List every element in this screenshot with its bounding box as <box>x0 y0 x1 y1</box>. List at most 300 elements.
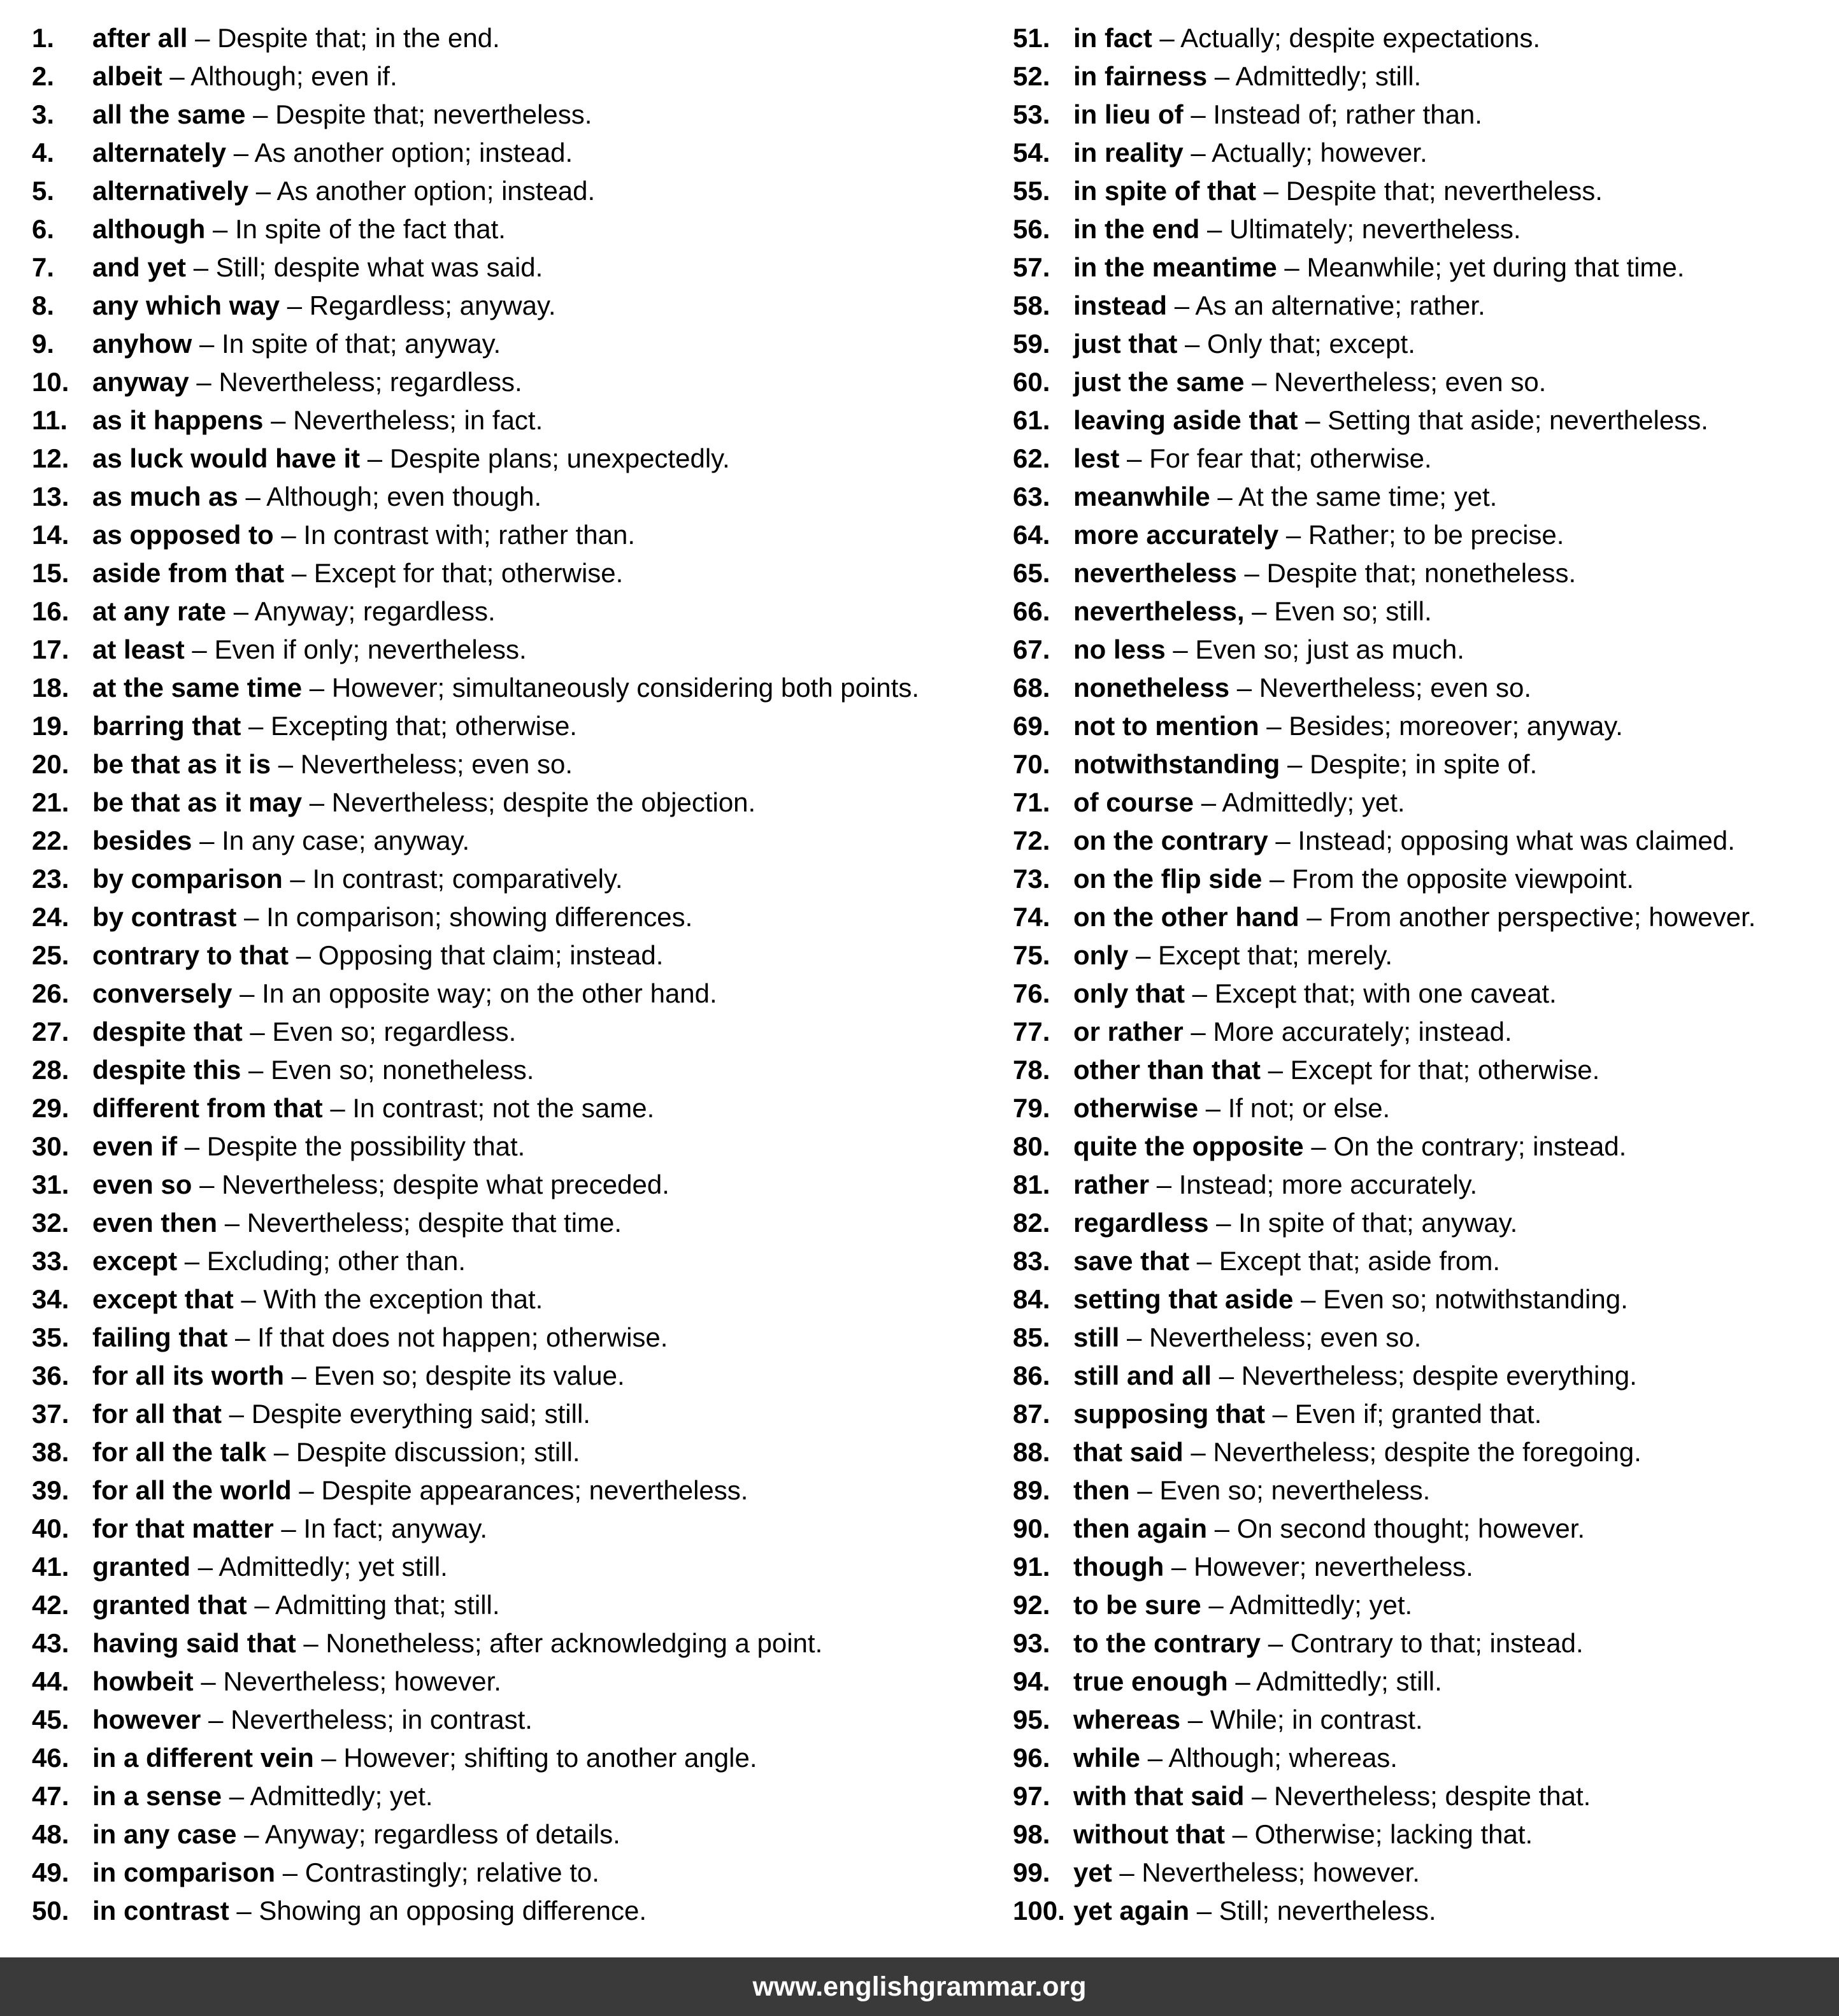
list-item <box>1013 1701 1756 1739</box>
item-number: 97. <box>1013 1781 1050 1811</box>
item-number: 8. <box>32 290 55 320</box>
item-text: besides – In any case; anyway. <box>92 826 470 855</box>
list-item <box>1013 1280 1756 1319</box>
item-number: 4. <box>32 138 55 168</box>
list-item <box>1013 440 1756 478</box>
item-number: 81. <box>1013 1169 1050 1199</box>
item-term: even if <box>92 1131 178 1161</box>
item-term: in the end <box>1073 214 1200 244</box>
list-item <box>32 898 1013 936</box>
item-number: 14. <box>32 520 69 550</box>
item-text: still and all – Nevertheless; despite everything. <box>1073 1361 1637 1390</box>
item-text: in the meantime – Meanwhile; yet during that time. <box>1073 252 1685 282</box>
item-number: 27. <box>32 1017 69 1047</box>
item-term: despite this <box>92 1055 241 1085</box>
list-item <box>32 822 1013 860</box>
item-term: even so <box>92 1169 192 1199</box>
item-text: be that as it is – Nevertheless; even so. <box>92 749 573 779</box>
item-term: albeit <box>92 61 162 91</box>
item-text: supposing that – Even if; granted that. <box>1073 1399 1542 1429</box>
item-term: yet <box>1073 1857 1112 1887</box>
item-text: in fact – Actually; despite expectations. <box>1073 23 1541 53</box>
list-item <box>1013 860 1756 898</box>
item-number: 26. <box>32 978 69 1008</box>
item-number: 32. <box>32 1208 69 1238</box>
list-item <box>1013 1892 1756 1930</box>
item-text: no less – Even so; just as much. <box>1073 634 1464 664</box>
item-text: in a different vein – However; shifting to another angle. <box>92 1743 757 1773</box>
word-list <box>32 19 1756 1930</box>
item-number: 59. <box>1013 329 1050 359</box>
item-number: 54. <box>1013 138 1050 168</box>
item-number: 2. <box>32 61 55 91</box>
item-term: having said that <box>92 1628 296 1658</box>
list-item <box>1013 19 1756 57</box>
item-number: 16. <box>32 596 69 626</box>
item-term: as much as <box>92 482 238 511</box>
item-term: at any rate <box>92 596 227 626</box>
item-number: 61. <box>1013 405 1050 435</box>
item-text: whereas – While; in contrast. <box>1073 1705 1423 1734</box>
item-number: 48. <box>32 1819 69 1849</box>
item-number: 94. <box>1013 1666 1050 1696</box>
list-item <box>32 1357 1013 1395</box>
item-text: yet again – Still; nevertheless. <box>1073 1896 1436 1926</box>
item-term: yet again <box>1073 1896 1190 1926</box>
item-number: 69. <box>1013 711 1050 741</box>
list-item <box>32 1395 1013 1433</box>
list-item <box>32 1662 1013 1701</box>
item-number: 5. <box>32 176 55 206</box>
item-number: 72. <box>1013 826 1050 855</box>
list-item <box>1013 325 1756 363</box>
list-item <box>1013 1548 1756 1586</box>
item-text: as it happens – Nevertheless; in fact. <box>92 405 543 435</box>
item-number: 52. <box>1013 61 1050 91</box>
list-item <box>1013 1854 1756 1892</box>
item-text: of course – Admittedly; yet. <box>1073 787 1405 817</box>
list-item <box>1013 1662 1756 1701</box>
item-text: anyhow – In spite of that; anyway. <box>92 329 501 359</box>
item-term: aside from that <box>92 558 285 588</box>
list-item <box>32 1586 1013 1624</box>
item-term: save that <box>1073 1246 1190 1276</box>
item-number: 100. <box>1013 1896 1065 1926</box>
item-number: 47. <box>32 1781 69 1811</box>
list-column-right <box>1013 19 1756 1930</box>
item-term: regardless <box>1073 1208 1209 1238</box>
item-text: except that – With the exception that. <box>92 1284 543 1314</box>
list-item <box>32 1127 1013 1166</box>
item-text: yet – Nevertheless; however. <box>1073 1857 1420 1887</box>
item-text: failing that – If that does not happen; otherwise. <box>92 1322 668 1352</box>
item-text: for all its worth – Even so; despite its value. <box>92 1361 625 1390</box>
item-term: of course <box>1073 787 1194 817</box>
list-item <box>32 1471 1013 1510</box>
item-text: or rather – More accurately; instead. <box>1073 1017 1512 1047</box>
item-term: after all <box>92 23 188 53</box>
item-term: anyway <box>92 367 189 397</box>
list-item <box>32 783 1013 822</box>
item-text: even so – Nevertheless; despite what preceded. <box>92 1169 669 1199</box>
item-term: still <box>1073 1322 1120 1352</box>
item-text: as much as – Although; even though. <box>92 482 542 511</box>
item-number: 21. <box>32 787 69 817</box>
item-term: otherwise <box>1073 1093 1199 1123</box>
list-item <box>32 1051 1013 1089</box>
list-item <box>1013 822 1756 860</box>
item-text: except – Excluding; other than. <box>92 1246 466 1276</box>
item-number: 56. <box>1013 214 1050 244</box>
list-item <box>32 1510 1013 1548</box>
item-term: failing that <box>92 1322 228 1352</box>
item-term: in reality <box>1073 138 1184 168</box>
item-number: 67. <box>1013 634 1050 664</box>
list-item <box>32 1739 1013 1777</box>
item-text: setting that aside – Even so; notwithstanding. <box>1073 1284 1628 1314</box>
list-item <box>1013 669 1756 707</box>
item-term: in lieu of <box>1073 99 1184 129</box>
item-number: 29. <box>32 1093 69 1123</box>
item-term: contrary to that <box>92 940 289 970</box>
item-term: even then <box>92 1208 218 1238</box>
list-item <box>1013 478 1756 516</box>
item-text: only that – Except that; with one caveat. <box>1073 978 1557 1008</box>
item-number: 57. <box>1013 252 1050 282</box>
item-text: conversely – In an opposite way; on the other hand. <box>92 978 717 1008</box>
list-item <box>32 1204 1013 1242</box>
list-item <box>32 1701 1013 1739</box>
item-text: albeit – Although; even if. <box>92 61 397 91</box>
list-item <box>1013 936 1756 975</box>
list-item <box>32 96 1013 134</box>
list-item <box>32 516 1013 554</box>
item-text: just the same – Nevertheless; even so. <box>1073 367 1547 397</box>
item-number: 23. <box>32 864 69 894</box>
item-number: 1. <box>32 23 55 53</box>
item-number: 83. <box>1013 1246 1050 1276</box>
list-item <box>1013 975 1756 1013</box>
item-number: 19. <box>32 711 69 741</box>
item-text: notwithstanding – Despite; in spite of. <box>1073 749 1538 779</box>
item-text: granted that – Admitting that; still. <box>92 1590 500 1620</box>
item-text: leaving aside that – Setting that aside; nevertheless. <box>1073 405 1708 435</box>
item-term: true enough <box>1073 1666 1228 1696</box>
item-text: save that – Except that; aside from. <box>1073 1246 1500 1276</box>
item-number: 40. <box>32 1513 69 1543</box>
item-text: any which way – Regardless; anyway. <box>92 290 556 320</box>
list-item <box>32 1777 1013 1815</box>
item-term: be that as it is <box>92 749 271 779</box>
item-text: by contrast – In comparison; showing differences. <box>92 902 693 932</box>
list-item <box>1013 1777 1756 1815</box>
item-text: anyway – Nevertheless; regardless. <box>92 367 522 397</box>
item-text: for all that – Despite everything said; still. <box>92 1399 590 1429</box>
item-text: although – In spite of the fact that. <box>92 214 506 244</box>
item-text: lest – For fear that; otherwise. <box>1073 443 1432 473</box>
item-number: 51. <box>1013 23 1050 53</box>
item-number: 99. <box>1013 1857 1050 1887</box>
item-text: alternatively – As another option; instead. <box>92 176 596 206</box>
item-text: nevertheless – Despite that; nonetheless. <box>1073 558 1577 588</box>
list-item <box>1013 1166 1756 1204</box>
item-term: in spite of that <box>1073 176 1256 206</box>
item-number: 95. <box>1013 1705 1050 1734</box>
item-text: after all – Despite that; in the end. <box>92 23 500 53</box>
item-number: 82. <box>1013 1208 1050 1238</box>
item-term: however <box>92 1705 201 1734</box>
item-text: on the other hand – From another perspective; however. <box>1073 902 1756 932</box>
list-item <box>32 1319 1013 1357</box>
item-text: to the contrary – Contrary to that; instead. <box>1073 1628 1584 1658</box>
item-text: on the contrary – Instead; opposing what was claimed. <box>1073 826 1735 855</box>
list-item <box>1013 1395 1756 1433</box>
list-item <box>32 172 1013 210</box>
item-number: 35. <box>32 1322 69 1352</box>
list-item <box>1013 1357 1756 1395</box>
item-text: for all the world – Despite appearances; nevertheless. <box>92 1475 748 1505</box>
item-number: 15. <box>32 558 69 588</box>
item-term: in any case <box>92 1819 237 1849</box>
item-number: 6. <box>32 214 55 244</box>
item-text: granted – Admittedly; yet still. <box>92 1552 448 1582</box>
list-item <box>1013 1089 1756 1127</box>
item-number: 17. <box>32 634 69 664</box>
item-term: although <box>92 214 206 244</box>
item-term: at least <box>92 634 185 664</box>
item-text: that said – Nevertheless; despite the foregoing. <box>1073 1437 1642 1467</box>
list-item <box>32 325 1013 363</box>
list-item <box>32 1548 1013 1586</box>
list-item <box>1013 172 1756 210</box>
item-number: 22. <box>32 826 69 855</box>
item-number: 86. <box>1013 1361 1050 1390</box>
item-term: that said <box>1073 1437 1184 1467</box>
item-number: 89. <box>1013 1475 1050 1505</box>
item-term: then again <box>1073 1513 1208 1543</box>
item-number: 80. <box>1013 1131 1050 1161</box>
item-text: only – Except that; merely. <box>1073 940 1393 970</box>
item-term: be that as it may <box>92 787 303 817</box>
list-item <box>1013 1204 1756 1242</box>
item-term: granted that <box>92 1590 247 1620</box>
item-number: 71. <box>1013 787 1050 817</box>
item-term: despite that <box>92 1017 243 1047</box>
item-number: 50. <box>32 1896 69 1926</box>
item-text: for that matter – In fact; anyway. <box>92 1513 488 1543</box>
item-number: 76. <box>1013 978 1050 1008</box>
item-number: 58. <box>1013 290 1050 320</box>
item-number: 3. <box>32 99 55 129</box>
item-text: having said that – Nonetheless; after acknowledging a point. <box>92 1628 823 1658</box>
item-term: for all its worth <box>92 1361 285 1390</box>
list-item <box>1013 248 1756 287</box>
list-item <box>1013 1319 1756 1357</box>
footer-bar <box>0 1957 1839 2016</box>
item-number: 18. <box>32 673 69 703</box>
list-item <box>1013 898 1756 936</box>
list-item <box>1013 96 1756 134</box>
item-term: just the same <box>1073 367 1245 397</box>
list-item <box>1013 57 1756 96</box>
item-text: contrary to that – Opposing that claim; instead. <box>92 940 664 970</box>
item-term: in fairness <box>1073 61 1208 91</box>
item-number: 46. <box>32 1743 69 1773</box>
item-text: in comparison – Contrastingly; relative to. <box>92 1857 599 1887</box>
item-term: rather <box>1073 1169 1150 1199</box>
list-item <box>1013 210 1756 248</box>
list-item <box>32 19 1013 57</box>
item-number: 84. <box>1013 1284 1050 1314</box>
item-number: 55. <box>1013 176 1050 206</box>
list-item <box>1013 631 1756 669</box>
list-item <box>32 975 1013 1013</box>
item-text: quite the opposite – On the contrary; instead. <box>1073 1131 1627 1161</box>
item-term: besides <box>92 826 192 855</box>
item-term: in the meantime <box>1073 252 1277 282</box>
item-term: howbeit <box>92 1666 194 1696</box>
list-item <box>1013 1127 1756 1166</box>
item-number: 62. <box>1013 443 1050 473</box>
list-item <box>32 1815 1013 1854</box>
item-term: alternatively <box>92 176 249 206</box>
item-text: alternately – As another option; instead. <box>92 138 573 168</box>
item-text: otherwise – If not; or else. <box>1073 1093 1391 1123</box>
list-item <box>32 745 1013 783</box>
list-item <box>1013 1433 1756 1471</box>
item-text: nonetheless – Nevertheless; even so. <box>1073 673 1531 703</box>
item-term: by comparison <box>92 864 283 894</box>
list-item <box>32 860 1013 898</box>
item-number: 33. <box>32 1246 69 1276</box>
item-term: in contrast <box>92 1896 229 1926</box>
item-term: quite the opposite <box>1073 1131 1304 1161</box>
item-number: 73. <box>1013 864 1050 894</box>
item-term: different from that <box>92 1093 323 1123</box>
list-item <box>1013 401 1756 440</box>
item-text: all the same – Despite that; nevertheless. <box>92 99 592 129</box>
item-term: just that <box>1073 329 1178 359</box>
item-term: though <box>1073 1552 1164 1582</box>
list-item <box>32 440 1013 478</box>
item-term: and yet <box>92 252 187 282</box>
item-text: at the same time – However; simultaneously considering both points. <box>92 673 919 703</box>
item-number: 20. <box>32 749 69 779</box>
item-term: all the same <box>92 99 246 129</box>
item-text: be that as it may – Nevertheless; despite the objection. <box>92 787 756 817</box>
item-term: in comparison <box>92 1857 276 1887</box>
item-number: 85. <box>1013 1322 1050 1352</box>
item-term: for all that <box>92 1399 222 1429</box>
list-item <box>1013 1739 1756 1777</box>
item-term: on the other hand <box>1073 902 1299 932</box>
item-term: nonetheless <box>1073 673 1230 703</box>
list-item <box>32 1166 1013 1204</box>
item-text: in fairness – Admittedly; still. <box>1073 61 1422 91</box>
list-item <box>32 363 1013 401</box>
item-text: by comparison – In contrast; comparatively. <box>92 864 623 894</box>
item-text: different from that – In contrast; not the same. <box>92 1093 655 1123</box>
item-number: 43. <box>32 1628 69 1658</box>
item-number: 90. <box>1013 1513 1050 1543</box>
item-term: for all the world <box>92 1475 292 1505</box>
item-term: on the flip side <box>1073 864 1263 894</box>
item-term: as opposed to <box>92 520 274 550</box>
item-text: in lieu of – Instead of; rather than. <box>1073 99 1482 129</box>
item-number: 25. <box>32 940 69 970</box>
list-item <box>32 1089 1013 1127</box>
item-number: 87. <box>1013 1399 1050 1429</box>
item-text: though – However; nevertheless. <box>1073 1552 1473 1582</box>
item-number: 66. <box>1013 596 1050 626</box>
item-text: howbeit – Nevertheless; however. <box>92 1666 501 1696</box>
item-text: nevertheless, – Even so; still. <box>1073 596 1432 626</box>
item-text: to be sure – Admittedly; yet. <box>1073 1590 1413 1620</box>
item-number: 37. <box>32 1399 69 1429</box>
item-term: by contrast <box>92 902 237 932</box>
list-item <box>1013 592 1756 631</box>
item-term: setting that aside <box>1073 1284 1294 1314</box>
item-number: 88. <box>1013 1437 1050 1467</box>
list-item <box>32 210 1013 248</box>
list-item <box>32 134 1013 172</box>
item-text: even if – Despite the possibility that. <box>92 1131 526 1161</box>
list-item <box>32 631 1013 669</box>
item-term: to the contrary <box>1073 1628 1261 1658</box>
item-term: as luck would have it <box>92 443 361 473</box>
item-term: other than that <box>1073 1055 1261 1085</box>
item-text: without that – Otherwise; lacking that. <box>1073 1819 1533 1849</box>
item-number: 98. <box>1013 1819 1050 1849</box>
item-term: for all the talk <box>92 1437 267 1467</box>
item-text: while – Although; whereas. <box>1073 1743 1398 1773</box>
item-number: 31. <box>32 1169 69 1199</box>
list-item <box>1013 1510 1756 1548</box>
item-text: as opposed to – In contrast with; rather than. <box>92 520 635 550</box>
list-item <box>1013 516 1756 554</box>
item-term: on the contrary <box>1073 826 1268 855</box>
list-item <box>1013 745 1756 783</box>
item-term: lest <box>1073 443 1120 473</box>
list-column-left <box>32 19 1013 1930</box>
item-term: not to mention <box>1073 711 1259 741</box>
item-number: 75. <box>1013 940 1050 970</box>
item-text: still – Nevertheless; even so. <box>1073 1322 1422 1352</box>
item-term: in a different vein <box>92 1743 314 1773</box>
item-term: then <box>1073 1475 1130 1505</box>
item-term: notwithstanding <box>1073 749 1280 779</box>
item-number: 12. <box>32 443 69 473</box>
item-text: rather – Instead; more accurately. <box>1073 1169 1478 1199</box>
item-term: supposing that <box>1073 1399 1265 1429</box>
list-item <box>1013 1242 1756 1280</box>
item-text: then – Even so; nevertheless. <box>1073 1475 1431 1505</box>
list-item <box>1013 1051 1756 1089</box>
list-item <box>32 1854 1013 1892</box>
item-number: 49. <box>32 1857 69 1887</box>
item-term: only that <box>1073 978 1185 1008</box>
list-item <box>1013 1013 1756 1051</box>
item-number: 79. <box>1013 1093 1050 1123</box>
item-number: 44. <box>32 1666 69 1696</box>
list-item <box>1013 1471 1756 1510</box>
item-text: even then – Nevertheless; despite that time. <box>92 1208 622 1238</box>
list-item <box>1013 1624 1756 1662</box>
item-text: true enough – Admittedly; still. <box>1073 1666 1442 1696</box>
list-item <box>32 287 1013 325</box>
item-term: meanwhile <box>1073 482 1210 511</box>
item-term: with that said <box>1073 1781 1245 1811</box>
